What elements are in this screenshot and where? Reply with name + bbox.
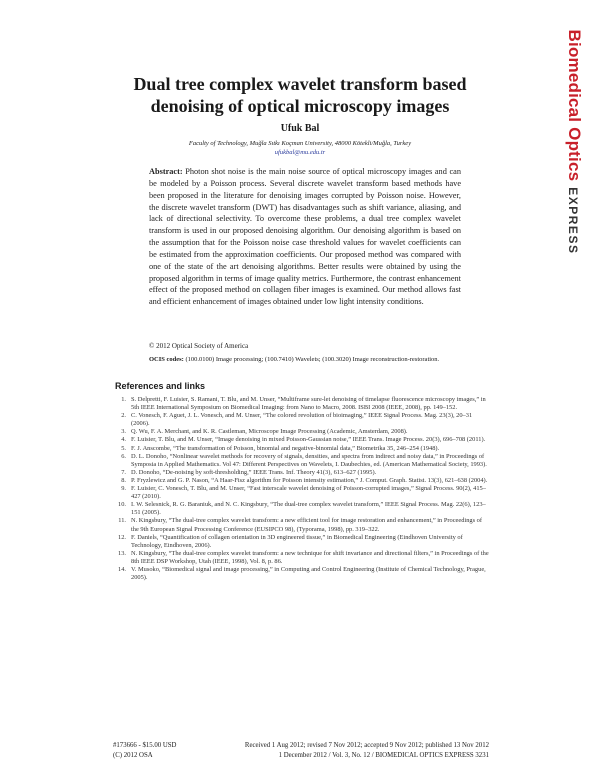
reference-item [115, 550, 490, 566]
footer-osa: (C) 2012 OSA [113, 751, 153, 759]
reference-item [115, 412, 490, 428]
copyright-notice: © 2012 Optical Society of America [149, 342, 249, 350]
reference-text: F. Luisier, C. Vonesch, T. Blu, and M. Unser, “Fast interscale wavelet denoising of Poisson-corrupted images,” Signal Process. 90(2), 415–427 (2010). [131, 485, 486, 501]
reference-number: 2. [121, 412, 126, 420]
footer-citation: 1 December 2012 / Vol. 3, No. 12 / BIOMEDICAL OPTICS EXPRESS 3231 [278, 751, 489, 759]
journal-banner-text [564, 30, 584, 255]
references-list [115, 396, 490, 582]
reference-text: F. J. Anscombe, “The transformation of Poisson, binomial and negative-binomial data,” Biometrika 35, 246–254 (1948). [131, 444, 440, 452]
reference-text: F. Daniels, “Quantification of collagen orientation in 3D engineered tissue,” in Biomedical Engineering (Eindhoven University of Technology, Eindhoven, 2006). [131, 533, 463, 549]
reference-text: D. Donoho, “De-noising by soft-thresholding,” IEEE Trans. Inf. Theory 41(3), 613–627 (1995). [131, 468, 377, 476]
author-affiliation: Faculty of Technology, Muğla Sıtkı Koçman University, 48000 Kötekli/Muğla, Turkey [188, 140, 412, 147]
reference-text: I. W. Selesnick, R. G. Baraniuk, and N. C. Kingsbury, “The dual-tree complex wavelet transform,” IEEE Signal Process. Mag. 22(6), 123–151 (2005). [131, 501, 486, 517]
reference-item [115, 517, 490, 533]
author-affiliation-block [110, 139, 490, 157]
reference-number: 3. [121, 428, 126, 436]
footer-left [113, 741, 176, 760]
ocis-codes [149, 355, 461, 364]
abstract [149, 166, 461, 308]
reference-number: 13. [118, 549, 126, 557]
journal-side-banner [561, 14, 587, 269]
reference-text: N. Kingsbury, “The dual-tree complex wavelet transform: a new technique for shift invariance and directional filters,” in Proceedings of the 8th IEEE DSP Workshop, Utah (IEEE, 1998), Vol. 8, p. 86. [131, 549, 489, 565]
abstract-text: Photon shot noise is the main noise source of optical microscopy images and can be modeled by a Poisson process. Several discrete wavelet transform based methods have been proposed in the literature for denoising images corrupted by Poisson noise. However, the discrete wavelet transform (DWT) has disadvantages such as shift variance, aliasing, and lack of directional selectivity. To overcome these problems, a dual tree complex wavelet transform is used in our proposed denoising algorithm. Our denoising algorithm is based on the assumption that for the Poisson noise case threshold values for wavelet coefficients can be estimated from the approximation coefficients. Our proposed method was compared with one of the state of the art denoising algorithms. Better results were obtained by using the proposed algorithm in terms of image quality metrics. Furthermore, the contrast enhancement effect of the proposed method on collagen fiber images is examined. Our method allows fast and efficient enhancement of images obtained under low light intensity conditions. [149, 167, 461, 307]
footer-price: #173666 - $15.00 USD [113, 742, 177, 749]
abstract-label: Abstract: [149, 167, 183, 176]
reference-number: 5. [121, 444, 126, 452]
reference-item [115, 436, 490, 444]
reference-text: V. Musoko, “Biomedical signal and image processing,” in Computing and Control Engineering (Institute of Chemical Technology, Prague, 2005). [131, 565, 486, 582]
ocis-text: (100.0100) Image processing; (100.7410) Wavelets; (100.3020) Image reconstruction-restoration. [183, 356, 440, 363]
reference-number: 1. [121, 396, 126, 403]
paper-title [110, 73, 490, 117]
reference-text: S. Delpretti, F. Luisier, S. Ramani, T. Blu, and M. Unser, “Multiframe sure-let denoising of timelapse fluorescence microscopy images,” in 5th IEEE International Symposium on Biomedical Imaging: from Nano to Macro, 2008. ISBI 2008 (IEEE, 2008), pp. 149–152. [131, 396, 486, 412]
paper-author: Ufuk Bal [280, 123, 320, 134]
reference-text: F. Luisier, T. Blu, and M. Unser, “Image denoising in mixed Poisson-Gaussian noise,” IEEE Trans. Image Process. 20(3), 696–708 (2011). [131, 436, 486, 444]
reference-text: D. L. Donoho, “Nonlinear wavelet methods for recovery of signals, densities, and spectra from indirect and noisy data,” in Proceedings of Symposia in Applied Mathematics. Vol 47: Different Perspectives on Wavelets, I. Daubechies, ed. (American Mathematical Society, 1993). [131, 452, 487, 468]
reference-number: 7. [121, 468, 126, 476]
reference-item [115, 501, 490, 517]
reference-text: P. Fryzlewicz and G. P. Nason, “A Haar-Fisz algorithm for Poisson intensity estimation,” J. Comput. Graph. Statist. 13(3), 621–638 (2004). [131, 476, 488, 484]
reference-number: 6. [121, 452, 126, 460]
reference-text: N. Kingsbury, “The dual-tree complex wavelet transform: a new efficient tool for image restoration and enhancement,” in Proceedings of the 9th European Signal Processing Conference (EUSIPCO 98), (Typorama, 1998), pp. 319–322. [131, 517, 483, 533]
footer-right [200, 741, 489, 760]
reference-item [115, 396, 490, 412]
paper-title-line-2: denoising of optical microscopy images [150, 96, 450, 116]
reference-text: Q. Wu, F. A. Merchant, and K. R. Castleman, Microscope Image Processing (Academic, Amsterdam, 2008). [131, 428, 408, 436]
reference-item [115, 566, 490, 582]
footer-dates: Received 1 Aug 2012; revised 7 Nov 2012; accepted 9 Nov 2012; published 13 Nov 2012 [244, 742, 489, 749]
reference-item [115, 469, 490, 477]
reference-item [115, 428, 490, 436]
references-heading: References and links [115, 381, 206, 391]
author-email-link[interactable]: ufukbal@mu.edu.tr [274, 149, 326, 156]
reference-item [115, 445, 490, 453]
reference-number: 12. [118, 533, 126, 541]
ocis-label: OCIS codes: [149, 356, 184, 363]
reference-number: 4. [121, 436, 126, 444]
reference-item [115, 453, 490, 469]
reference-number: 14. [118, 565, 126, 573]
reference-number: 9. [121, 485, 126, 493]
journal-brand-sub: EXPRESS [566, 187, 580, 255]
reference-text: C. Vonesch, F. Aguet, J. L. Vonesch, and M. Unser, “The colored revolution of bioimaging,” IEEE Signal Process. Mag. 23(3), 20–31 (2006). [131, 412, 473, 428]
reference-number: 8. [121, 476, 126, 484]
reference-number: 10. [118, 501, 126, 509]
reference-item [115, 485, 490, 501]
reference-item [115, 477, 490, 485]
reference-item [115, 534, 490, 550]
paper-title-line-1: Dual tree complex wavelet transform based [133, 74, 467, 94]
journal-brand: Biomedical Optics [565, 29, 584, 182]
reference-number: 11. [118, 517, 126, 525]
